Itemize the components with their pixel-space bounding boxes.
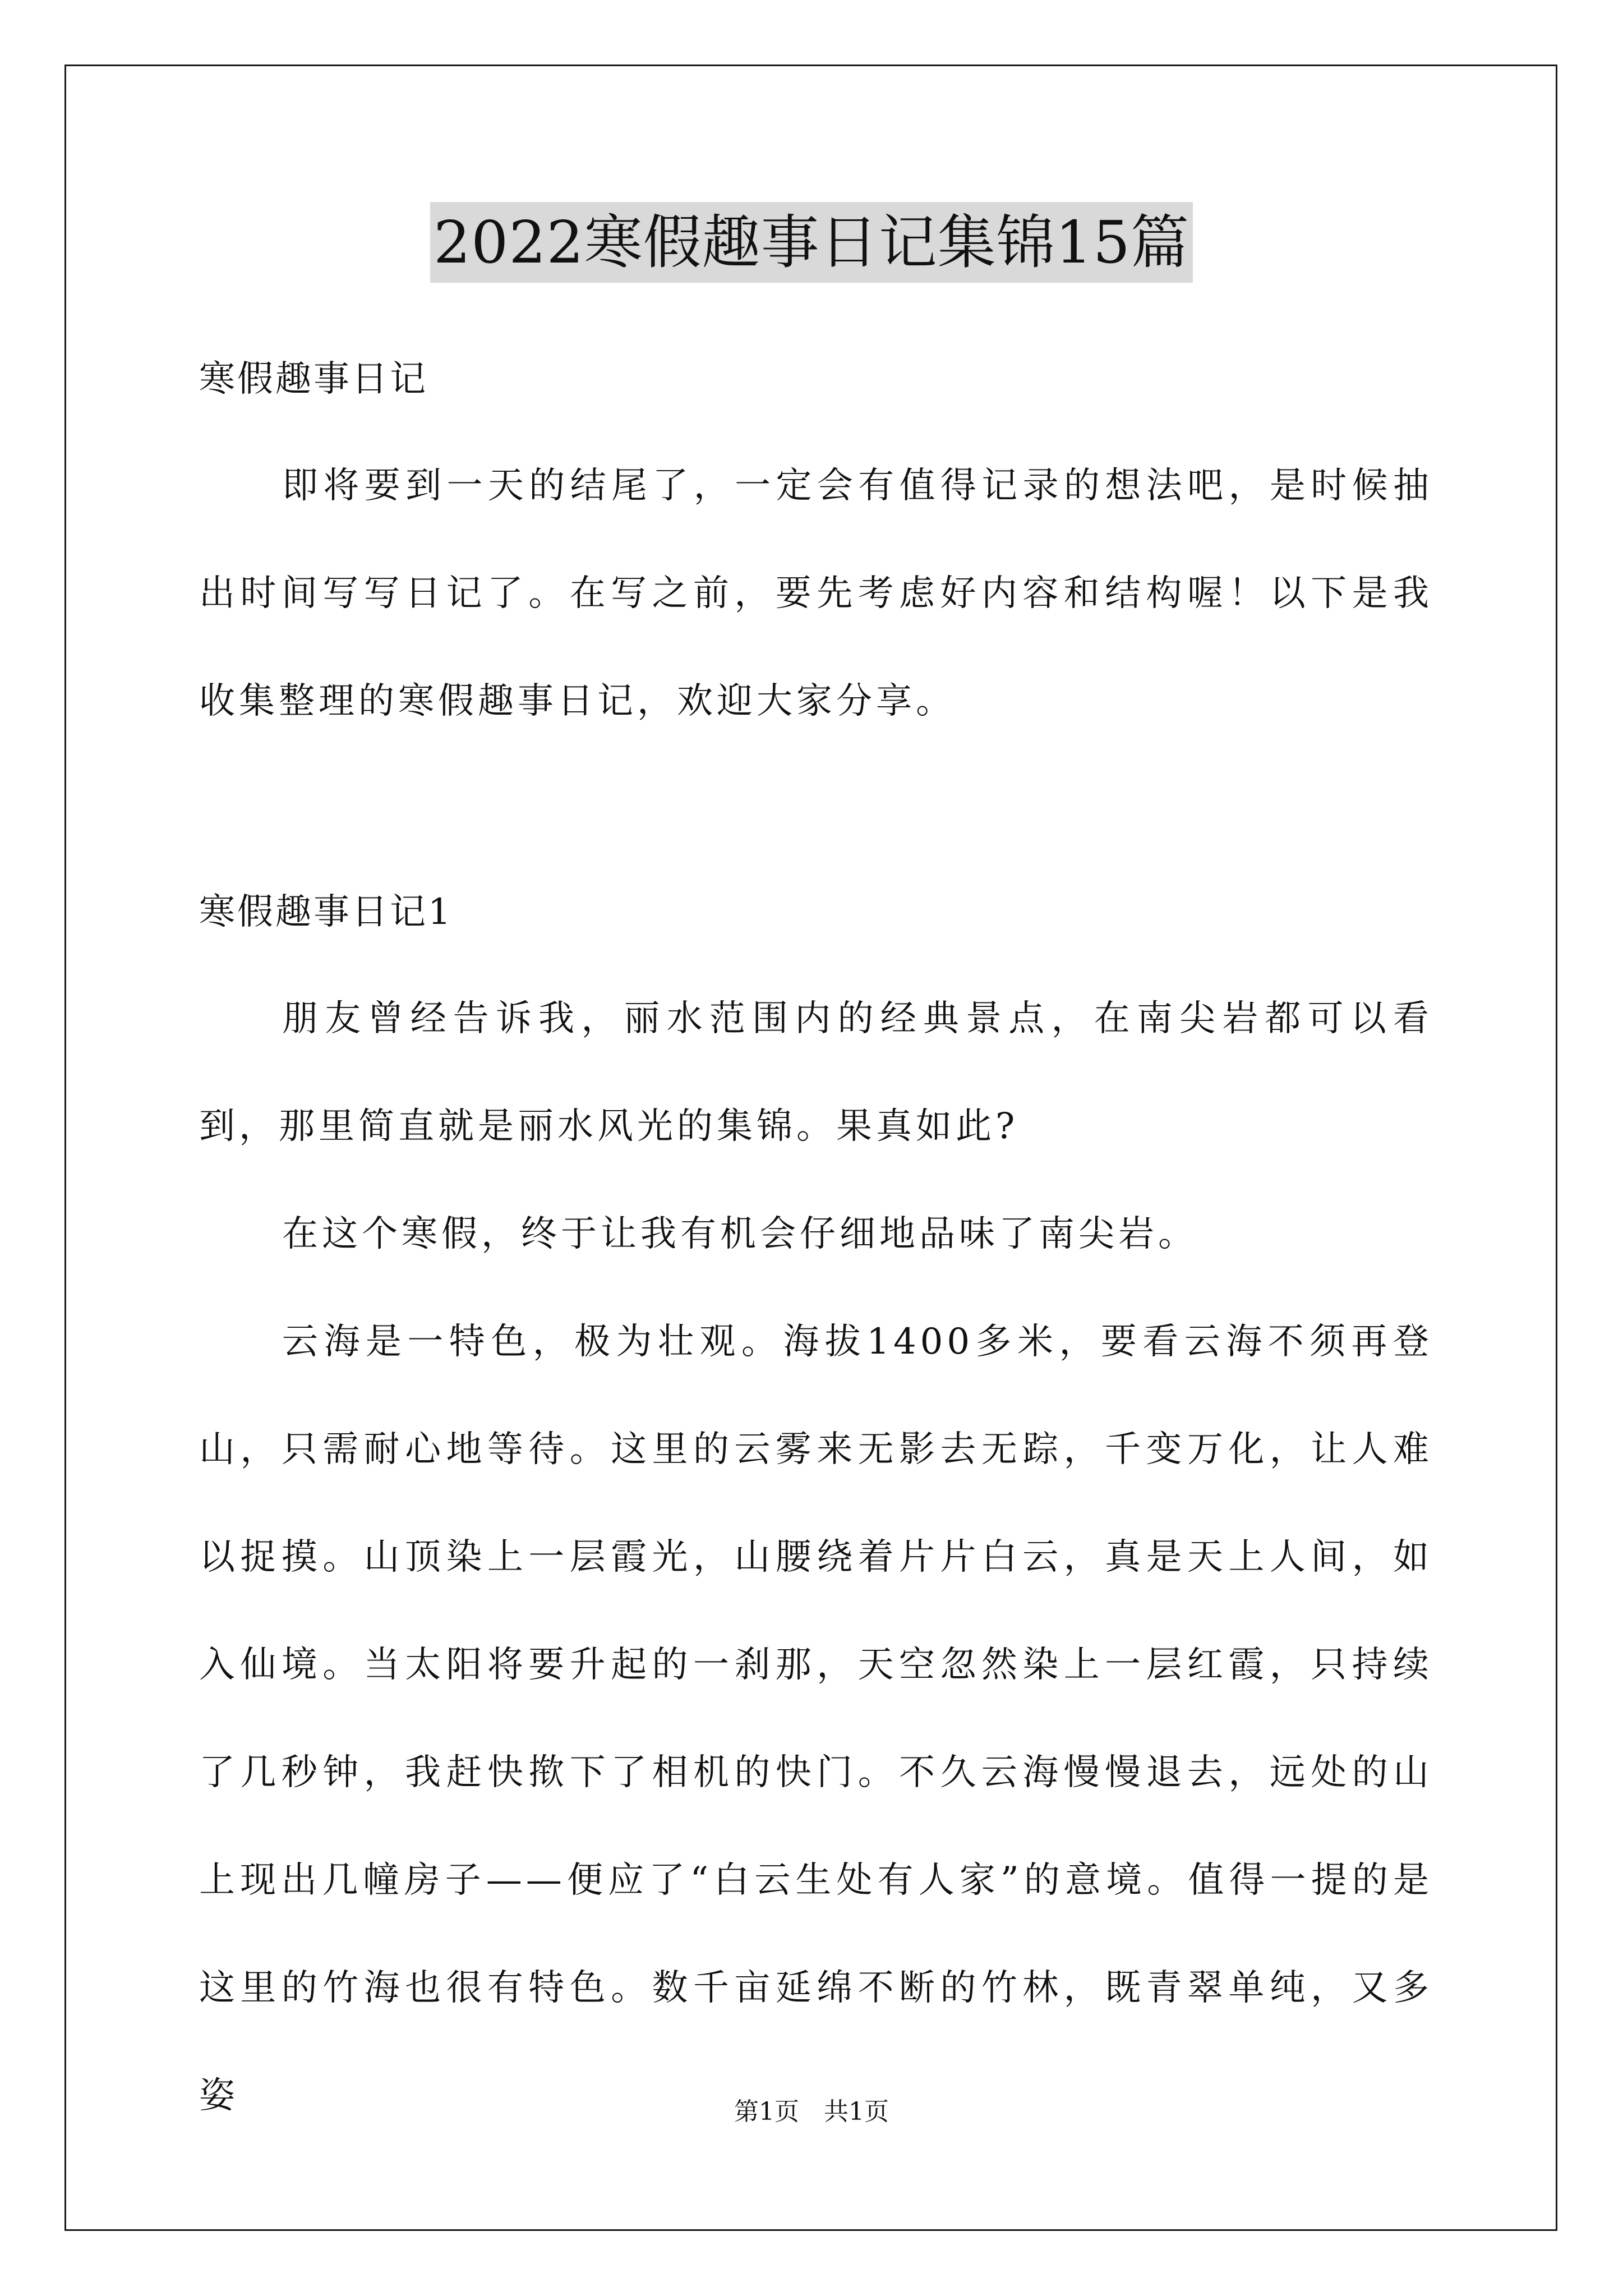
title-container (0, 202, 1623, 283)
intro-heading: 寒假趣事日记 (199, 358, 428, 400)
body-paragraph-3: 云海是一特色，极为壮观。海拔1400多米，要看云海不须再登山，只需耐心地等待。这里的云雾来无影去无踪，千变万化，让人难以捉摸。山顶染上一层霞光，山腰绕着片片白云，真是天上人间，如入仙境。当太阳将要升起的一刹那，天空忽然染上一层红霞，只持续了几秒钟，我赶快揿下了相机的快门。不久云海慢慢退去，远处的山上现出几幢房子——便应了“白云生处有人家”的意境。值得一提的是这里的竹海也很有特色。数千亩延绵不断的竹林，既青翠单纯，又多姿 (199, 1321, 1433, 2116)
intro-paragraph: 即将要到一天的结尾了，一定会有值得记录的想法吧，是时候抽出时间写写日记了。在写之前，要先考虑好内容和结构喔！以下是我收集整理的寒假趣事日记，欢迎大家分享。 (199, 465, 1433, 722)
section-heading: 寒假趣事日记1 (199, 891, 453, 933)
document-title: 2022寒假趣事日记集锦15篇 (430, 202, 1193, 283)
body-paragraph-1: 朋友曾经告诉我，丽水范围内的经典景点，在南尖岩都可以看到，那里简直就是丽水风光的集锦。果真如此? (199, 998, 1433, 1147)
body-paragraph-2: 在这个寒假，终于让我有机会仔细地品味了南尖岩。 (282, 1213, 1198, 1255)
page-footer: 第1页 共1页 (734, 2097, 889, 2126)
